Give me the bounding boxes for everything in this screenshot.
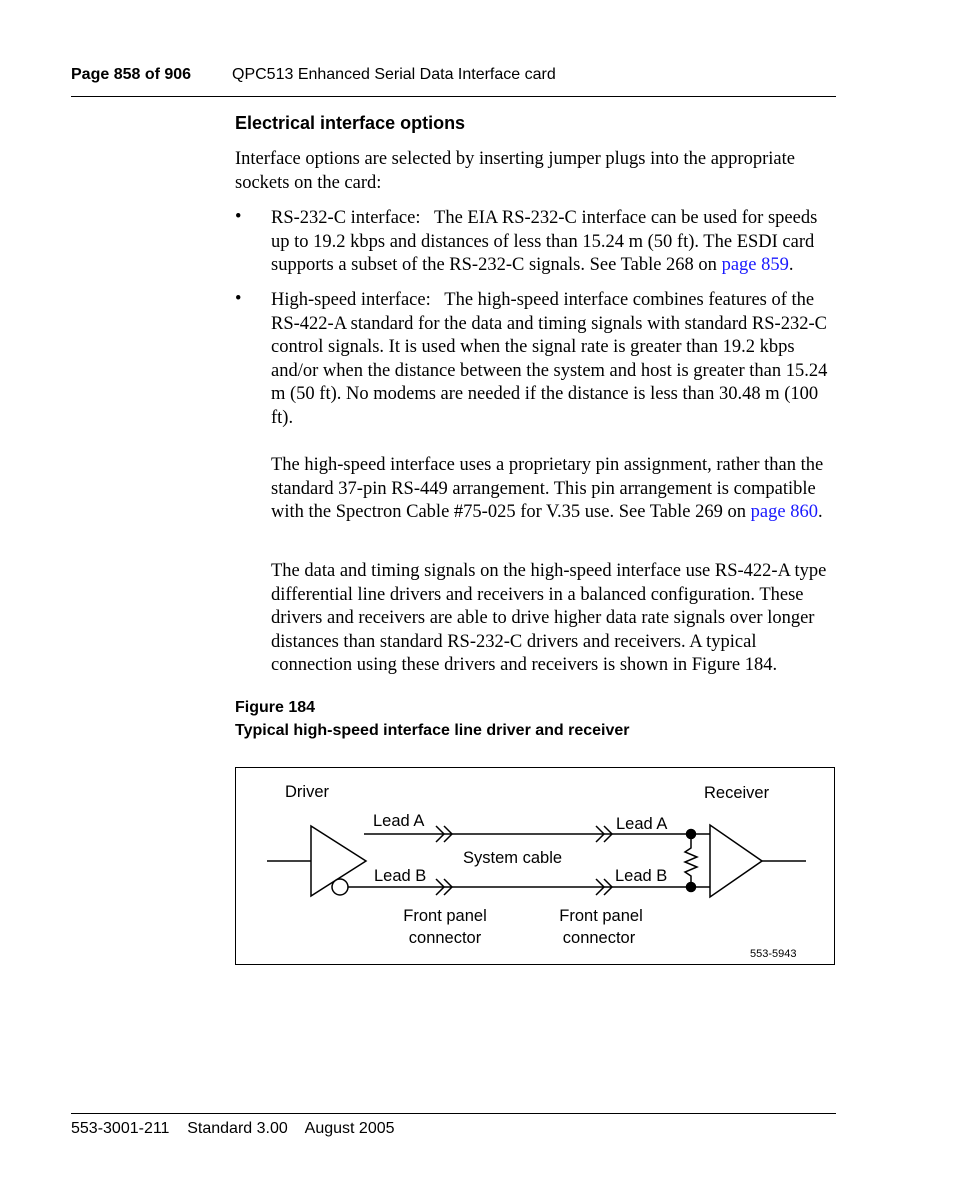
doc-number: 553-3001-211 <box>71 1120 170 1137</box>
receiver-label: Receiver <box>704 784 770 802</box>
front-panel-right-line1: Front panel <box>559 907 643 925</box>
front-panel-right-line2: connector <box>562 929 636 947</box>
figure-number: Figure 184 <box>235 699 316 716</box>
figure-id-label: 553-5943 <box>750 948 797 960</box>
termination-resistor <box>685 834 697 887</box>
document-title: QPC513 Enhanced Serial Data Interface card <box>232 66 556 83</box>
page-860-link[interactable]: page 860 <box>750 502 818 522</box>
section-heading: Electrical interface options <box>235 113 466 133</box>
system-cable-label: System cable <box>463 849 563 867</box>
publication-date: August 2005 <box>304 1120 395 1137</box>
page-footer <box>71 1113 836 1137</box>
high-speed-signals-paragraph: The data and timing signals on the high-speed interface use RS-422-A type differential line drivers and receivers in a balanced configuration. These drivers and receivers are able to drive higher data rate signals over longer distances than standard RS-232-C drivers and receivers. A typical connection using these drivers and receivers is shown in Figure 184. <box>271 561 827 675</box>
high-speed-pin-paragraph <box>271 454 837 525</box>
page-number: Page 858 of 906 <box>71 66 192 83</box>
footer-doc-number <box>71 1120 395 1138</box>
page-header <box>71 66 836 97</box>
front-panel-left-line2: connector <box>408 929 482 947</box>
figure-diagram <box>235 767 835 965</box>
lead-a-right-label: Lead A <box>616 815 668 833</box>
high-speed-pin-tail: . <box>817 502 823 522</box>
bullet-marker: • <box>235 207 242 227</box>
standard-version: Standard 3.00 <box>187 1120 288 1137</box>
figure-caption: Typical high-speed interface line driver and receiver <box>235 722 630 739</box>
bullet-marker: • <box>235 289 242 309</box>
lead-b-right-label: Lead B <box>615 867 668 885</box>
driver-inverting-bubble <box>332 879 348 895</box>
bullet-rs232-text: RS-232-C interface: The EIA RS-232-C interface can be used for speeds up to 19.2 kbps and distances of less than 15.24 m (50 ft). The ESDI card supports a subset of the RS-232-C signals. See Table 268 on <box>271 208 818 275</box>
receiver-triangle <box>710 825 762 897</box>
page-859-link[interactable]: page 859 <box>721 255 789 275</box>
intro-paragraph: Interface options are selected by inserting jumper plugs into the appropriate sockets on the card: <box>235 149 795 193</box>
bullet-rs232 <box>271 207 837 278</box>
driver-receiver-diagram <box>236 768 836 966</box>
lead-b-left-label: Lead B <box>374 867 427 885</box>
bullet-rs232-tail: . <box>788 255 794 275</box>
high-speed-pin-text: The high-speed interface uses a proprietary pin assignment, rather than the standard 37-pin RS-449 arrangement. This pin arrangement is compatible with the Spectron Cable #75-025 for V.35 use. See Table 269 on <box>271 455 824 522</box>
driver-label: Driver <box>285 783 329 801</box>
bullet-high-speed: High-speed interface: The high-speed interface combines features of the RS-422-A standard for the data and timing signals with standard RS-232-C control signals. It is used when the signal rate is greater than 19.2 kbps and/or when the distance between the system and host is greater than 15.24 m (50 ft). No modems are needed if the distance is less than 30.48 m (100 ft). <box>271 290 828 428</box>
front-panel-left-line1: Front panel <box>403 907 487 925</box>
lead-a-left-label: Lead A <box>373 812 425 830</box>
